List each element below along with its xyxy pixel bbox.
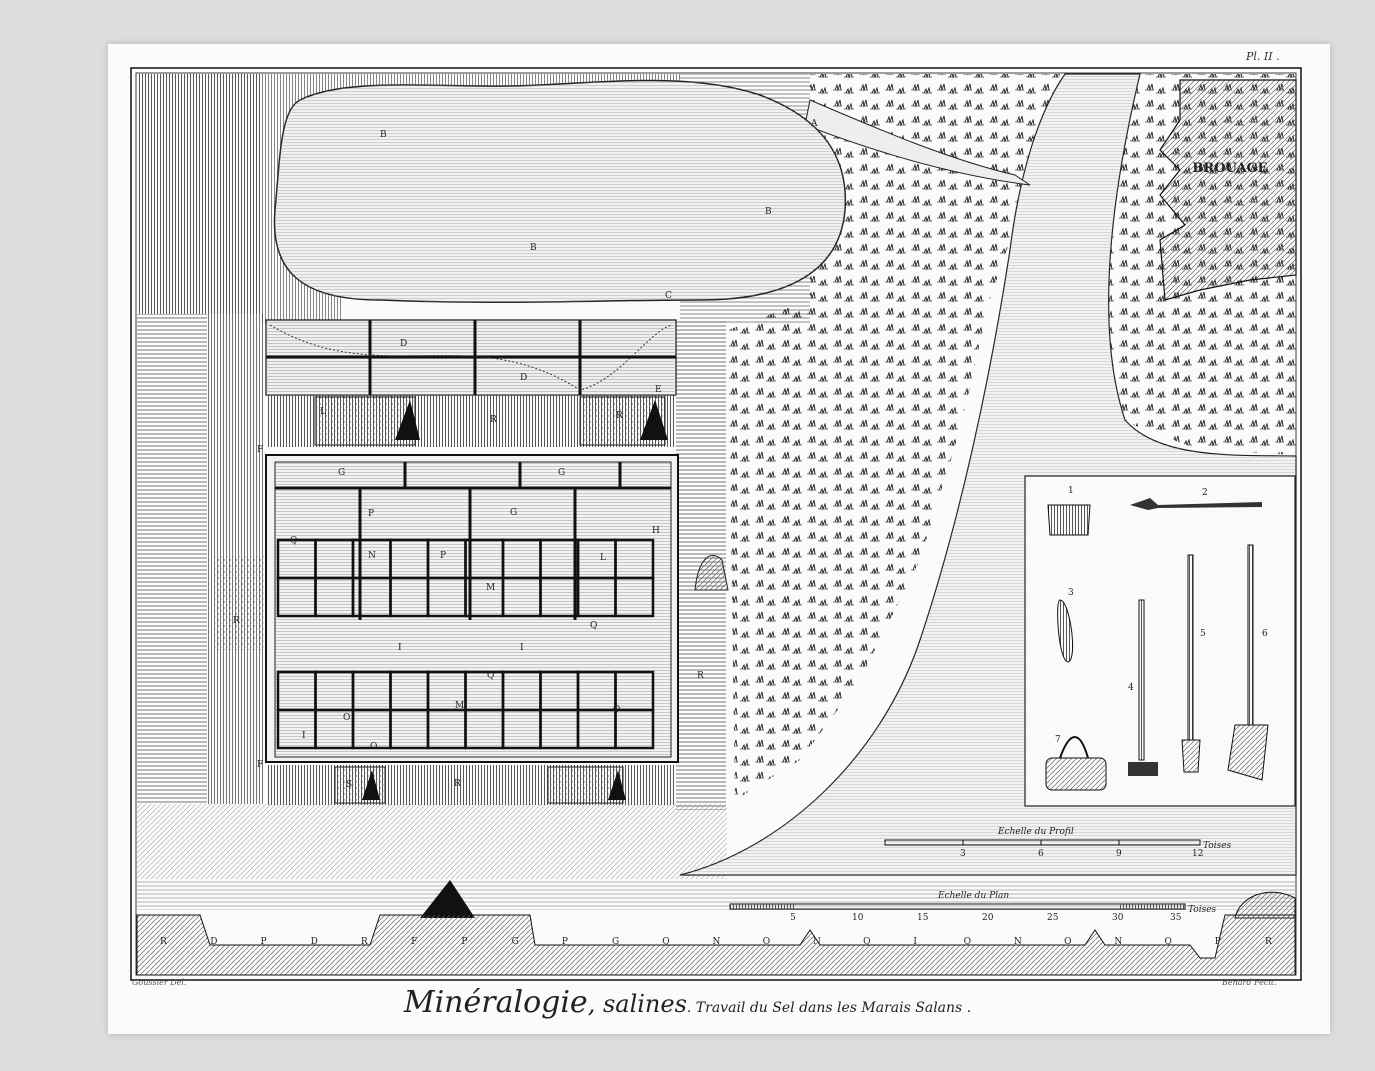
caption-sub: , salines: [587, 990, 687, 1018]
svg-text:Toises: Toises: [1203, 841, 1232, 851]
tools-inset: [1025, 476, 1295, 806]
profile-label: R: [160, 937, 167, 947]
svg-text:Echelle du Profil: Echelle du Profil: [998, 827, 1074, 837]
tool-3-number: 3: [1068, 588, 1074, 598]
label-n: N: [368, 551, 376, 561]
label-m1: M: [486, 583, 496, 593]
profile-label: Q: [662, 937, 670, 947]
basin-label-2: B: [765, 207, 772, 217]
signature-right: Benard Fecit.: [1222, 978, 1277, 987]
plate-number: Pl. II .: [1246, 50, 1280, 63]
label-g2: G: [558, 468, 566, 478]
label-g3: G: [510, 508, 518, 518]
label-l-upper: L: [320, 407, 326, 417]
tool-4-number: 4: [1128, 683, 1134, 693]
tool-7-number: 7: [1055, 735, 1061, 745]
svg-text:20: 20: [982, 913, 994, 923]
canal-label-c: C: [665, 291, 672, 301]
svg-text:12: 12: [1192, 849, 1204, 859]
svg-text:3: 3: [960, 849, 966, 859]
profile-label: P: [1214, 937, 1221, 947]
svg-text:5: 5: [790, 913, 796, 923]
plate-caption: [0, 985, 1375, 1020]
profile-label: G: [612, 937, 620, 947]
profile-label: N: [812, 937, 821, 947]
profile-label: P: [561, 937, 568, 947]
brouage-fortress: [1160, 80, 1296, 300]
label-o1: O: [343, 713, 351, 723]
profile-label: O: [1064, 937, 1072, 947]
profile-label: P: [461, 937, 468, 947]
profile-label: Q: [863, 937, 871, 947]
svg-text:6: 6: [1038, 849, 1044, 859]
label-p2: P: [440, 551, 447, 561]
profile-label: Q: [1164, 937, 1172, 947]
lower-mound-strip: [266, 765, 676, 805]
profile-label: N: [1114, 937, 1123, 947]
label-l: L: [600, 553, 606, 563]
reservoir-label-d2: D: [520, 373, 528, 383]
profile-label: N: [1013, 937, 1022, 947]
label-q2: Q: [590, 621, 598, 631]
caption-main: Minéralogie: [403, 985, 588, 1020]
label-q1: Q: [290, 536, 298, 546]
sluice-label-a: A: [811, 119, 818, 129]
label-g1: G: [338, 468, 346, 478]
label-o3: O: [613, 705, 621, 715]
signature-left: Goussier Del.: [132, 978, 187, 987]
label-o2: O: [370, 742, 378, 752]
secondary-reservoir: [266, 320, 676, 395]
profile-label: R: [1265, 937, 1272, 947]
label-q3: Q: [487, 671, 495, 681]
profile-label: P: [260, 937, 267, 947]
basin-label-3: B: [530, 243, 537, 253]
tool-2-number: 2: [1202, 488, 1208, 498]
tool-5-number: 5: [1200, 629, 1206, 639]
profile-label: O: [762, 937, 771, 947]
profile-label: R: [360, 937, 368, 947]
profile-label: G: [511, 937, 519, 947]
svg-text:10: 10: [852, 913, 864, 923]
svg-text:9: 9: [1116, 849, 1122, 859]
label-h: H: [652, 526, 660, 536]
label-f2: F: [257, 760, 264, 770]
label-r-upper: R: [616, 411, 623, 421]
label-i2: I: [520, 643, 524, 653]
label-i1: I: [398, 643, 402, 653]
label-i3: I: [302, 731, 306, 741]
left-dotted-strip: [215, 555, 265, 650]
caption-rest: . Travail du Sel dans les Marais Salans .: [686, 1000, 972, 1016]
tool-6-number: 6: [1262, 629, 1268, 639]
label-e: E: [655, 385, 662, 395]
profile-label: D: [210, 937, 218, 947]
label-r-right: R: [697, 671, 704, 681]
profile-section: [137, 880, 1295, 975]
profile-label: Q: [963, 937, 972, 947]
profile-label: F: [411, 937, 418, 947]
svg-text:25: 25: [1047, 913, 1059, 923]
label-m2: M: [455, 701, 465, 711]
svg-text:35: 35: [1170, 913, 1182, 923]
label-r-lower: R: [454, 779, 461, 789]
tool-1-number: 1: [1068, 486, 1074, 496]
label-f1: F: [257, 445, 264, 455]
upper-mound-strip: [266, 395, 676, 447]
profile-label: I: [913, 937, 917, 947]
profile-label: D: [310, 937, 318, 947]
reservoir-label-d1: D: [400, 339, 408, 349]
svg-text:30: 30: [1112, 913, 1124, 923]
label-p1: P: [368, 509, 375, 519]
basin-label-1: B: [380, 130, 387, 140]
profile-label: N: [712, 937, 721, 947]
label-s-lower: S: [346, 780, 353, 790]
svg-text:15: 15: [917, 913, 929, 923]
brouage-label: BROUAGE: [1192, 161, 1268, 176]
label-r-mid: R: [490, 415, 497, 425]
